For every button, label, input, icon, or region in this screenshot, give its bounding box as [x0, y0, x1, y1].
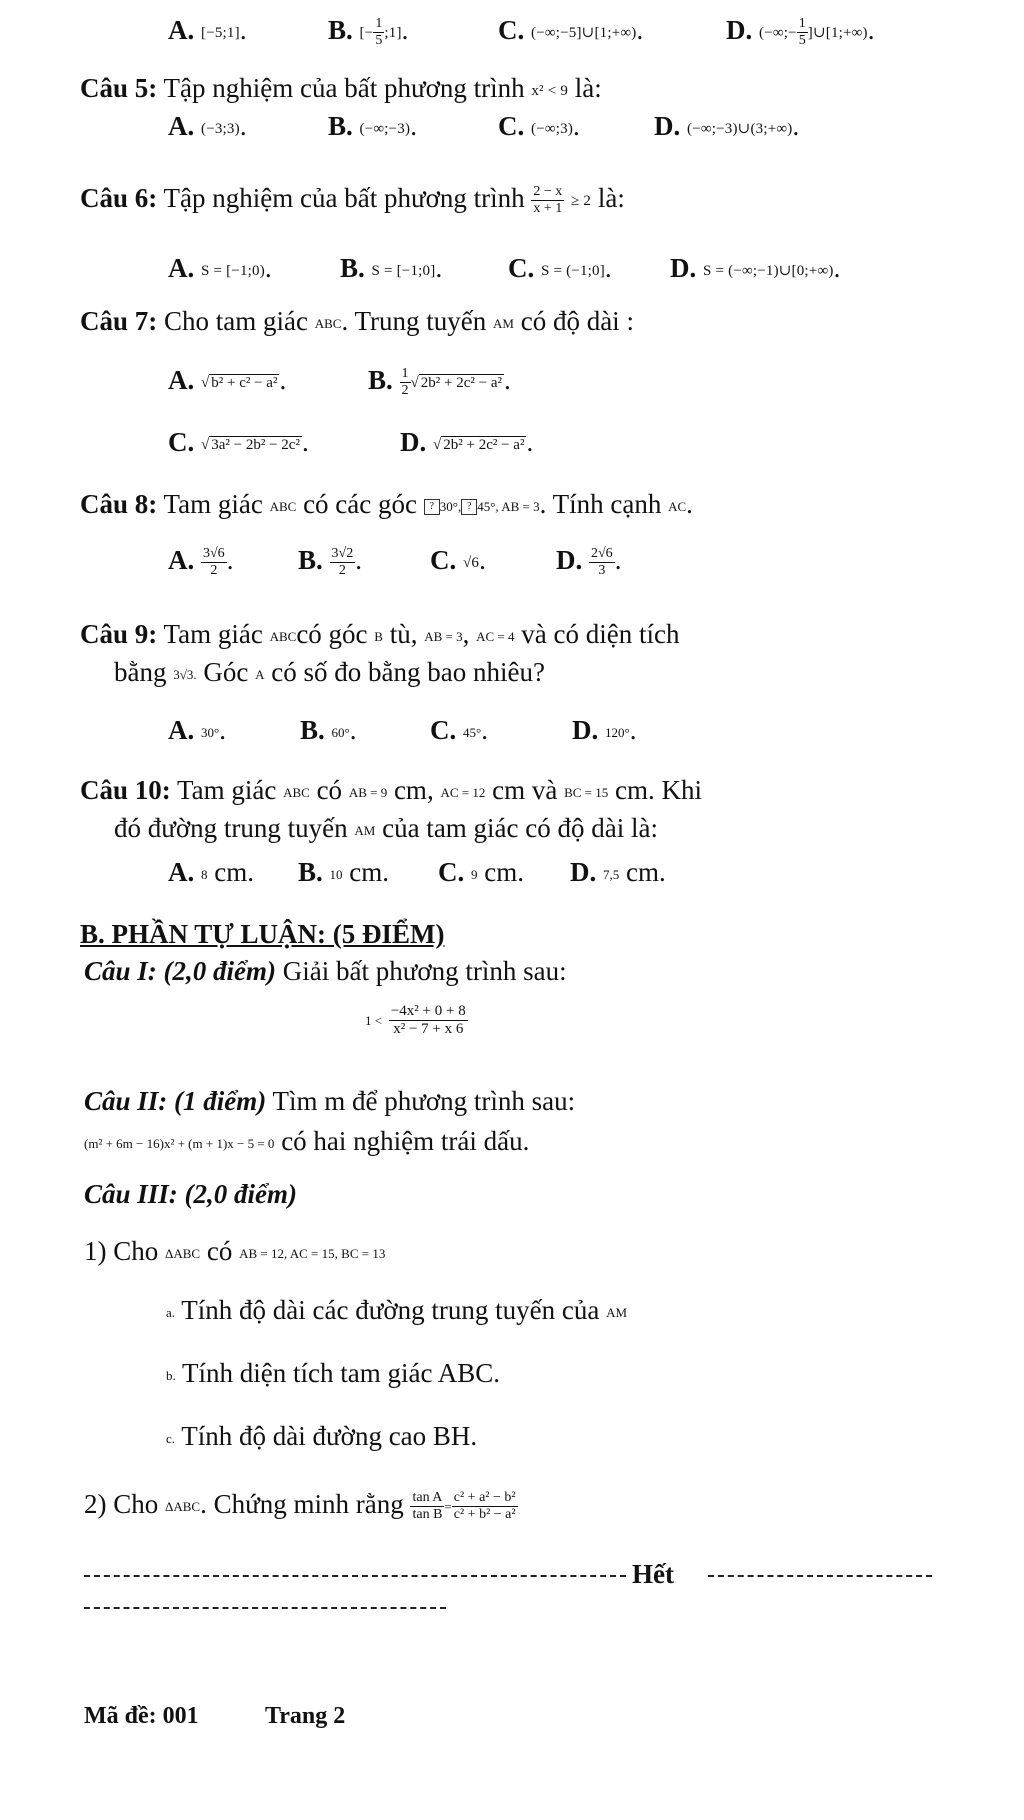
exam-code: Mã đề: 001: [84, 1703, 199, 1729]
q8-option-b: B. $\frac{3√2}{2}$ .: [298, 545, 362, 579]
divider-second: [84, 1607, 446, 1609]
end-marker: Hết: [632, 1559, 674, 1589]
essay-question-3-item-b: b. Tính diện tích tam giác ABC.: [166, 1358, 500, 1388]
q4-option-c: C. (−∞;−5]∪[1;+∞).: [498, 15, 644, 45]
essay-question-3-item-a: a. Tính độ dài các đường trung tuyến của AM: [166, 1295, 628, 1325]
essay-question-1: Câu I: (2,0 điểm) Giải bất phương trình sau:: [84, 956, 567, 986]
q5-option-c: C. (−∞;3).: [498, 111, 580, 141]
missing-glyph-icon: ?: [461, 499, 477, 515]
q10-option-a: A. 8 cm.: [168, 857, 254, 887]
essay-question-2: Câu II: (1 điểm) Tìm m để phương trình sau:: [84, 1086, 576, 1116]
q8-option-d: D. $\frac{2√6}{3}$ .: [556, 545, 622, 579]
divider-left: [84, 1575, 626, 1577]
question-9: Câu 9: Tam giác ABCcó góc B tù, AB = 3, AC = 4 và có diện tích: [80, 619, 680, 649]
q4-option-d: D. (−∞;− $\frac{1}{5}$ ]∪[1;+∞).: [726, 15, 875, 49]
question-5: Câu 5: Tập nghiệm của bất phương trình x² < 9 là:: [80, 73, 602, 103]
q6-option-d: D. S = (−∞;−1)∪[0;+∞).: [670, 253, 841, 283]
question-9-line-2: bằng 3√3. Góc A có số đo bằng bao nhiêu?: [114, 657, 545, 687]
essay-question-1-inequality: 1 < $\frac{\text{−4x² + 0 + 8}}{\text{x² − 7 + x 6}}$: [365, 1003, 466, 1038]
question-6: Câu 6: Tập nghiệm của bất phương trình $\frac{2 - x}{x + 1}$ ≥ 2 là:: [80, 183, 625, 217]
q6-option-c: C. S = (−1;0].: [508, 253, 612, 283]
q9-option-a: A. 30°.: [168, 715, 226, 745]
missing-glyph-icon: ?: [424, 499, 440, 515]
q10-option-c: C. 9 cm.: [438, 857, 524, 887]
q6-option-b: B. S = [−1;0].: [340, 253, 443, 283]
page-number: Trang 2: [265, 1703, 346, 1729]
q9-option-b: B. 60°.: [300, 715, 357, 745]
q10-option-d: D. 7,5 cm.: [570, 857, 666, 887]
q7-option-d: D. √ 2b² + 2c² − a².: [400, 427, 534, 457]
q5-option-b: B. (−∞;−3).: [328, 111, 417, 141]
q7-option-a: A. √ b² + c² − a².: [168, 365, 287, 395]
q10-option-b: B. 10 cm.: [298, 857, 390, 887]
q8-option-a: A. $\frac{3√6}{2}$ .: [168, 545, 234, 579]
q9-option-d: D. 120°.: [572, 715, 637, 745]
question-10: Câu 10: Tam giác ABC có AB = 9 cm, AC = 12 cm và BC = 15 cm. Khi: [80, 775, 703, 805]
essay-question-2-equation: (m² + 6m − 16)x² + (m + 1)x − 5 = 0 có hai nghiệm trái dấu.: [84, 1126, 530, 1156]
divider-right: [708, 1575, 932, 1577]
q6-option-a: A. S = [−1;0).: [168, 253, 272, 283]
q8-option-c: C. √6.: [430, 545, 486, 575]
q7-option-b: B. $\frac{1}{2}$ √ 2b² + 2c² − a².: [368, 365, 511, 399]
q9-option-c: C. 45°.: [430, 715, 488, 745]
q5-option-d: D. (−∞;−3)∪(3;+∞).: [654, 111, 800, 141]
q4-option-a: A. [−5;1].: [168, 15, 247, 45]
question-8: Câu 8: Tam giác ABC có các góc ? 30°, ? 45°, AB = 3. Tính cạnh AC.: [80, 489, 693, 519]
essay-question-3-part-2: 2) Cho ΔABC. Chứng minh rằng $\frac{\text{tan A}}{\text{tan B}}$ = $\frac{\text{c² + a² − b²}}{\text{c² + b² − a²}}$: [84, 1489, 516, 1523]
section-title-part-b: B. PHẦN TỰ LUẬN: (5 ĐIỂM): [80, 919, 445, 949]
question-10-line-2: đó đường trung tuyến AM của tam giác có độ dài là:: [114, 813, 658, 843]
question-7: Câu 7: Cho tam giác ABC. Trung tuyến AM có độ dài :: [80, 306, 634, 336]
q5-option-a: A. (−3;3).: [168, 111, 247, 141]
essay-question-3-part-1: 1) Cho ΔABC có AB = 12, AC = 15, BC = 13: [84, 1236, 386, 1266]
q4-option-b: B. [− $\frac{1}{5}$ ;1].: [328, 15, 409, 49]
essay-question-3-item-c: c. Tính độ dài đường cao BH.: [166, 1421, 478, 1451]
q7-option-c: C. √ 3a² − 2b² − 2c².: [168, 427, 309, 457]
essay-question-3: Câu III: (2,0 điểm): [84, 1179, 298, 1209]
